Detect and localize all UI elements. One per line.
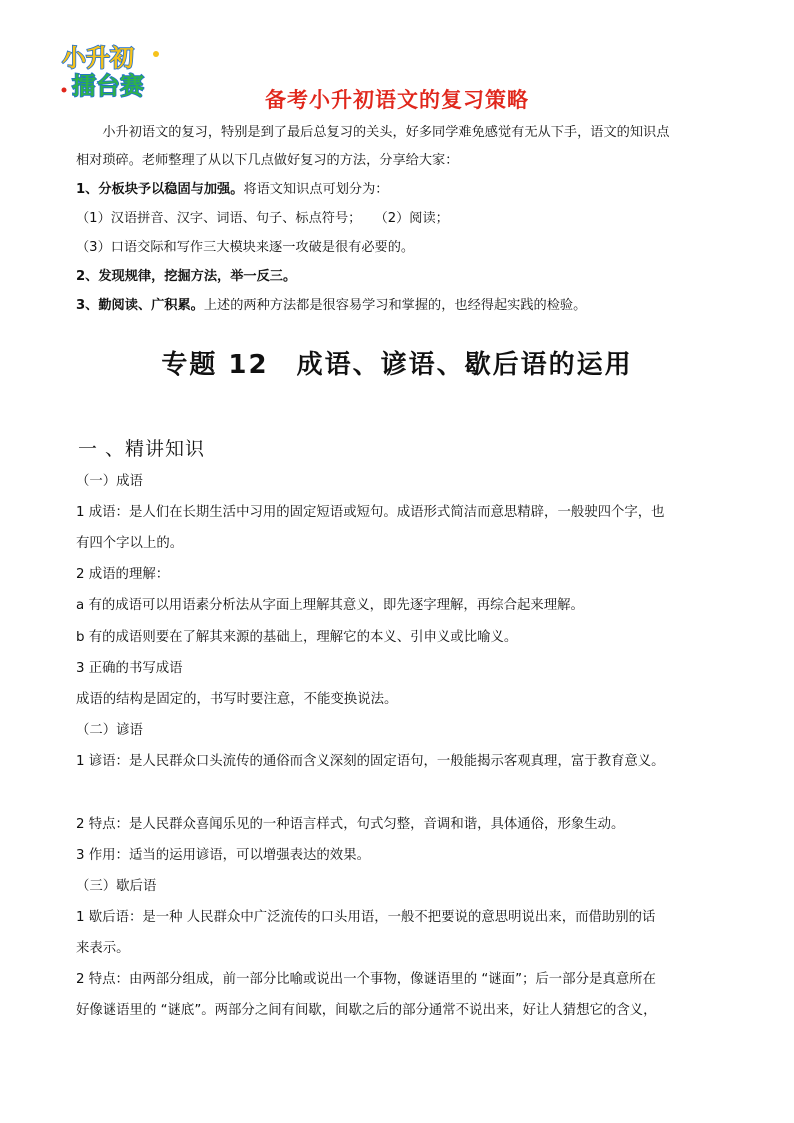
section-title: 一 、精讲知识 [78, 438, 206, 460]
strategy-3-text: 上述的两种方法都是很容易学习和掌握的，也经得起实践的检验。 [203, 298, 587, 313]
subsection-xiehouyu: （三）歇后语 [76, 879, 157, 894]
topic-title: 专题 12 成语、谚语、歇后语的运用 [161, 350, 633, 380]
body-line: 3 正确的书写成语 [76, 661, 183, 676]
logo-text-line1: 小升初 [62, 44, 134, 72]
body-line: 1 成语：是人们在长期生活中习用的固定短语或短句。成语形式简洁而意思精辟，一般驶四个字，也 [76, 505, 665, 520]
subsection-idiom: （一）成语 [76, 474, 143, 489]
body-line: 好像谜语里的 “谜底”。两部分之间有间歇，间歇之后的部分通常不说出来，好让人猜想它的含义， [76, 1003, 657, 1018]
strategy-1 [76, 181, 389, 199]
body-line: 来表示。 [76, 941, 130, 956]
intro-paragraph-line1: 小升初语文的复习，特别是到了最后总复习的关头，好多同学难免感觉有无从下手，语文的知识点 [76, 125, 670, 140]
body-line: 1 谚语：是人民群众口头流传的通俗而含义深刻的固定语句，一般能揭示客观真理，富于教育意义。 [76, 754, 665, 769]
body-line: 2 成语的理解： [76, 567, 170, 582]
body-line: 2 特点：由两部分组成，前一部分比喻或说出一个事物，像谜语里的 “谜面”；后一部分是真意所在 [76, 972, 656, 987]
body-line: 1 歇后语：是一种 人民群众中广泛流传的口头用语，一般不把要说的意思明说出来，而借助别的话 [76, 910, 656, 925]
body-line: 2 特点：是人民群众喜闻乐见的一种语言样式，句式匀整，音调和谐，具体通俗，形象生动。 [76, 817, 625, 832]
body-line: a 有的成语可以用语素分析法从字面上理解其意义，即先逐字理解，再综合起来理解。 [76, 598, 584, 613]
body-line: 有四个字以上的。 [76, 536, 184, 551]
strategy-3 [76, 297, 586, 315]
strategy-3-heading: 3、勤阅读、广积累。 [76, 298, 204, 313]
document-title: 备考小升初语文的复习策略 [265, 88, 529, 112]
strategy-1-text: 将语文知识点可划分为： [243, 182, 389, 197]
strategy-1-item-a: （1）汉语拼音、汉字、词语、句子、标点符号； （2）阅读； [76, 211, 449, 226]
logo-text-line2: 擂台赛 [72, 72, 144, 100]
subsection-proverb: （二）谚语 [76, 723, 143, 738]
body-line: 成语的结构是固定的，书写时要注意，不能变换说法。 [76, 692, 398, 707]
body-line: b 有的成语则要在了解其来源的基础上，理解它的本义、引申义或比喻义。 [76, 630, 518, 645]
body-line: 3 作用：适当的运用谚语，可以增强表达的效果。 [76, 848, 370, 863]
strategy-1-heading: 1、分板块予以稳固与加强。 [76, 182, 244, 197]
strategy-1-item-b: （3）口语交际和写作三大模块来逐一攻破是很有必要的。 [76, 240, 415, 255]
intro-paragraph-line2: 相对琐碎。老师整理了从以下几点做好复习的方法，分享给大家： [76, 153, 459, 168]
strategy-2: 2、发现规律，挖掘方法，举一反三。 [76, 269, 297, 284]
